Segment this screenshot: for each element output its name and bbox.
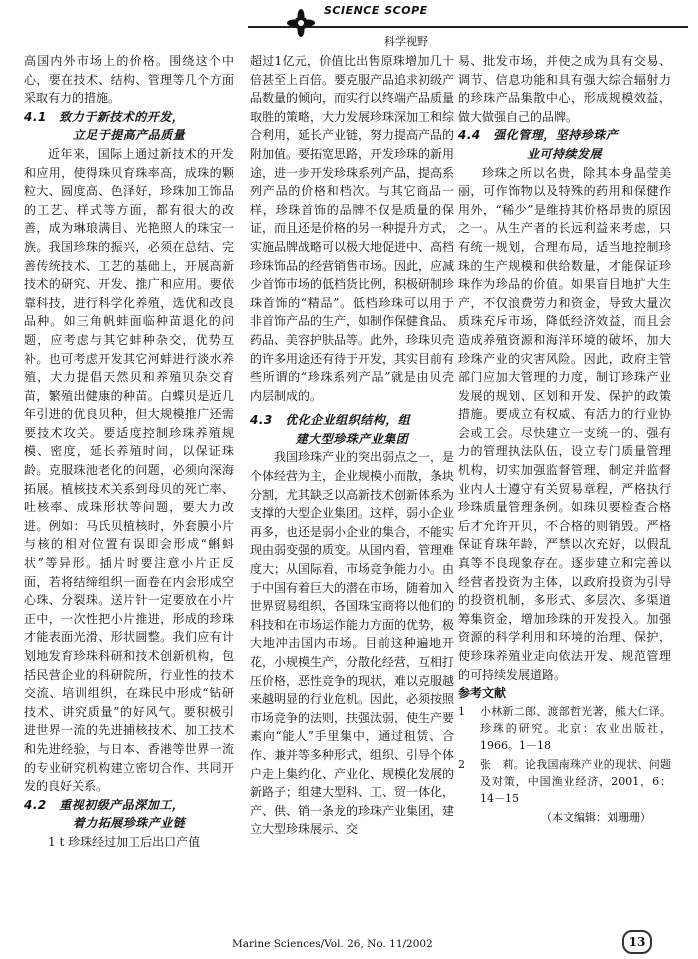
- reference-item: [458, 703, 671, 754]
- page-number: 13: [622, 930, 652, 954]
- paragraph-continued: 高国内外市场上的价格。围绕这个中心，要在技术、结构、管理等几个方面采取有力的措施。: [24, 54, 234, 106]
- footer-journal-citation: Marine Sciences/Vol. 26, No. 11/2002: [232, 938, 433, 950]
- paragraph-continued: 易、批发市场，并使之成为具有交易、调节、信息功能和具有强大综合辐射力的珍珠产品集散中心，形成规模效益，做大做强自己的品牌。: [458, 54, 671, 124]
- column-1: [24, 52, 234, 852]
- reference-number: 1: [458, 704, 465, 718]
- section-4-4-title: 4.4 强化管理，坚持珍珠产: [458, 128, 619, 143]
- section-4-3-title: 4.3 优化企业组织结构，组: [250, 413, 411, 428]
- editor-note: （本文编辑：刘珊珊）: [541, 810, 651, 824]
- journal-logo-icon: [286, 8, 316, 38]
- column-3: [458, 52, 671, 827]
- reference-number: 2: [458, 757, 465, 771]
- section-4-2-title-line2: 着力拓展珍珠产业链: [72, 816, 186, 831]
- paragraph: 我国珍珠产业的突出弱点之一，是个体经营为主，企业规模小而散，条块分割，尤其缺乏以高新技术创新体系为支撑的大型企业集团。这样，弱小企业再多，也还是弱小企业的集合，不能实现由弱变强的质变。从国内看，管理难度大；从国际看，市场竞争能力小。由于中国有着巨大的潜在市场，随着加入世界贸易组织，各国珠宝商将以他们的科技和在市场运作能力方面的优势，极大地冲击国内市场。目前这种遍地开花，小规模生产，分散化经营，互相打压价格，恶性竞争的现状，难以克服越来越明显的行业危机。因此，必须按照市场竞争的法则，扶强汰弱，使生产要素向“能人”手里集中，通过租赁、合作、兼并等多种形式，组织、引导个体户走上集约化、产业化、规模化发展的新路子；组建大型科、工、贸一体化，产、供、销一条龙的珍珠产业集团，建立大型珍珠展示、交: [250, 450, 455, 837]
- paragraph: 近年来，国际上通过新技术的开发和应用，使得珠贝育珠率高，成珠的颗粒大、圆度高、色泽好，珍珠加工饰品的工艺、样式等方面，都有很大的改善，成为琳琅满目、光艳照人的珠宝一族。我国珍珠的振兴，必须在总结、完善传统技术、工艺的基础上，开展高新技术的研究、开发、推广和应用。要依靠科技，进行科学化养殖，选优和改良品种。如三角帆蚌面临种苗退化的问题，应考虑与其它蚌种杂交，优势互补。也可考虑开发其它河蚌进行淡水养殖，大力提倡天然贝和养殖贝杂交育苗，繁殖出健康的种苗。白蝶贝是近几年引进的优良贝种，但大规模推广还需要技术攻关。要适度控制珍珠养殖规模、密度，延长养殖时间，以保证珠龄。克服珠池老化的问题，必须向深海拓展。植核技术关系到母贝的死亡率、吐核率、成珠形状等问题，要大力改进。例如：马氏贝植核时，外套膜小片与核的相对位置有误即会形成“蝌蚪状”等异形。插片时要注意小片正反面，若将结缔组织一面卷在内会形成空心珠、分裂珠。送片针一定要放在小片正中，一次性把小片推进，形成的珍珠才能表面光滑、形状圆整。我们应有计划地发育珍珠科研和技术创新机构，包括民营企业的科研院所，行业性的技术交流、培训组织，在珠民中形成“钻研技术、讲究质量”的好风气。要积极引进世界一流的先进捕核技术、加工技术和先进经验，与日本、香港等世界一流的专业研究机构建立密切合作、共同开发的良好关系。: [24, 146, 234, 794]
- header-journal-title: SCIENCE SCOPE: [324, 4, 428, 17]
- section-4-3-title-line2: 建大型珍珠产业集团: [295, 431, 409, 446]
- section-4-1-title-line2: 立足于提高产品质量: [72, 128, 186, 143]
- column-2: [250, 52, 454, 839]
- header-section-title: 科学视野: [384, 35, 428, 48]
- section-4-1-title: 4.1 致力于新技术的开发，: [24, 109, 185, 124]
- section-4-2-title: 4.2 重视初级产品深加工，: [24, 797, 185, 812]
- paragraph-continued: 超过1亿元，价值比出售原珠增加几十倍甚至上百倍。要克服产品追求初级产品数量的倾向，而实行以终端产品质量取胜的策略，大力发展珍珠深加工和综合利用，延长产业链，努力提高产品的附加值。要拓宽思路，开发珍珠的新用途，进一步开发珍珠系列产品，提高系列产品的价格和档次。与其它商品一样，珍珠首饰的品牌不仅是质量的保证，而且还是价格的另一种提升方式，实施品牌战略可以极大地促进中、高档珍珠饰品的经营销售市场。因此，应减少首饰市场的低档货比例，积极研制珍珠首饰的“精品”。低档珍珠可以用于非首饰产品的生产，如制作保健食品、药品、美容护肤品等。此外，珍珠贝壳的许多用途还有待于开发，其实目前有些所谓的“珍珠系列产品”就是由贝壳内层制成的。: [250, 54, 455, 403]
- paragraph: 1 t 珍珠经过加工后出口产值: [48, 834, 201, 849]
- references-heading: 参考文献: [458, 686, 507, 701]
- reference-text: 小林新二郎、渡部哲光著，熊大仁译。珍珠的研究。北京：农业出版社，1966。1－18: [480, 704, 671, 752]
- reference-item: [458, 756, 671, 807]
- section-4-4-title-line2: 业可持续发展: [526, 146, 602, 161]
- paragraph: 珍珠之所以名贵，除其本身晶莹美丽，可作饰物以及特殊的药用和保健作用外，“稀少”是维持其价格昂贵的原因之一。从生产者的长远利益来考虑，只有统一规划，合理布局，适当地控制珍珠的生产规模和供给数量，才能保证珍珠作为珍品的价值。如果盲目地扩大生产，不仅浪费劳力和资金，导致大量次质珠充斥市场，降低经济效益，而且会造成养殖资源和海洋环境的破坏，加大珍珠产业的灾害风险。因此，政府主管部门应加大管理的力度，制订珍珠产业发展的规划、区划和开发、保护的政策措施。要成立有权威、有活力的行业协会或工会。尽快建立一支统一的、强有力的管理执法队伍，设立专门质量管理机构，切实加强监督管理，制定并监督业内人士遵守有关贸易章程，严格执行珍珠质量管理条例。如珠贝要检查合格后才允许开贝，不合格的则销毁。严格保证育珠年龄，严禁以次充好，以假乱真等不良现象存在。逐步建立和完善以经营者投资为主体，以政府投资为引导的投资机制，多形式、多层次、多渠道筹集资金，增加珍珠的开发投入。加强资源的科学利用和环境的治理、保护，使珍珠养殖业走向依法开发、规范管理的可持续发展道路。: [458, 165, 671, 682]
- reference-text: 张 莉。论我国南珠产业的现状、问题及对策，中国渔业经济，2001，6：14－15: [480, 757, 671, 805]
- page-header: [0, 0, 698, 52]
